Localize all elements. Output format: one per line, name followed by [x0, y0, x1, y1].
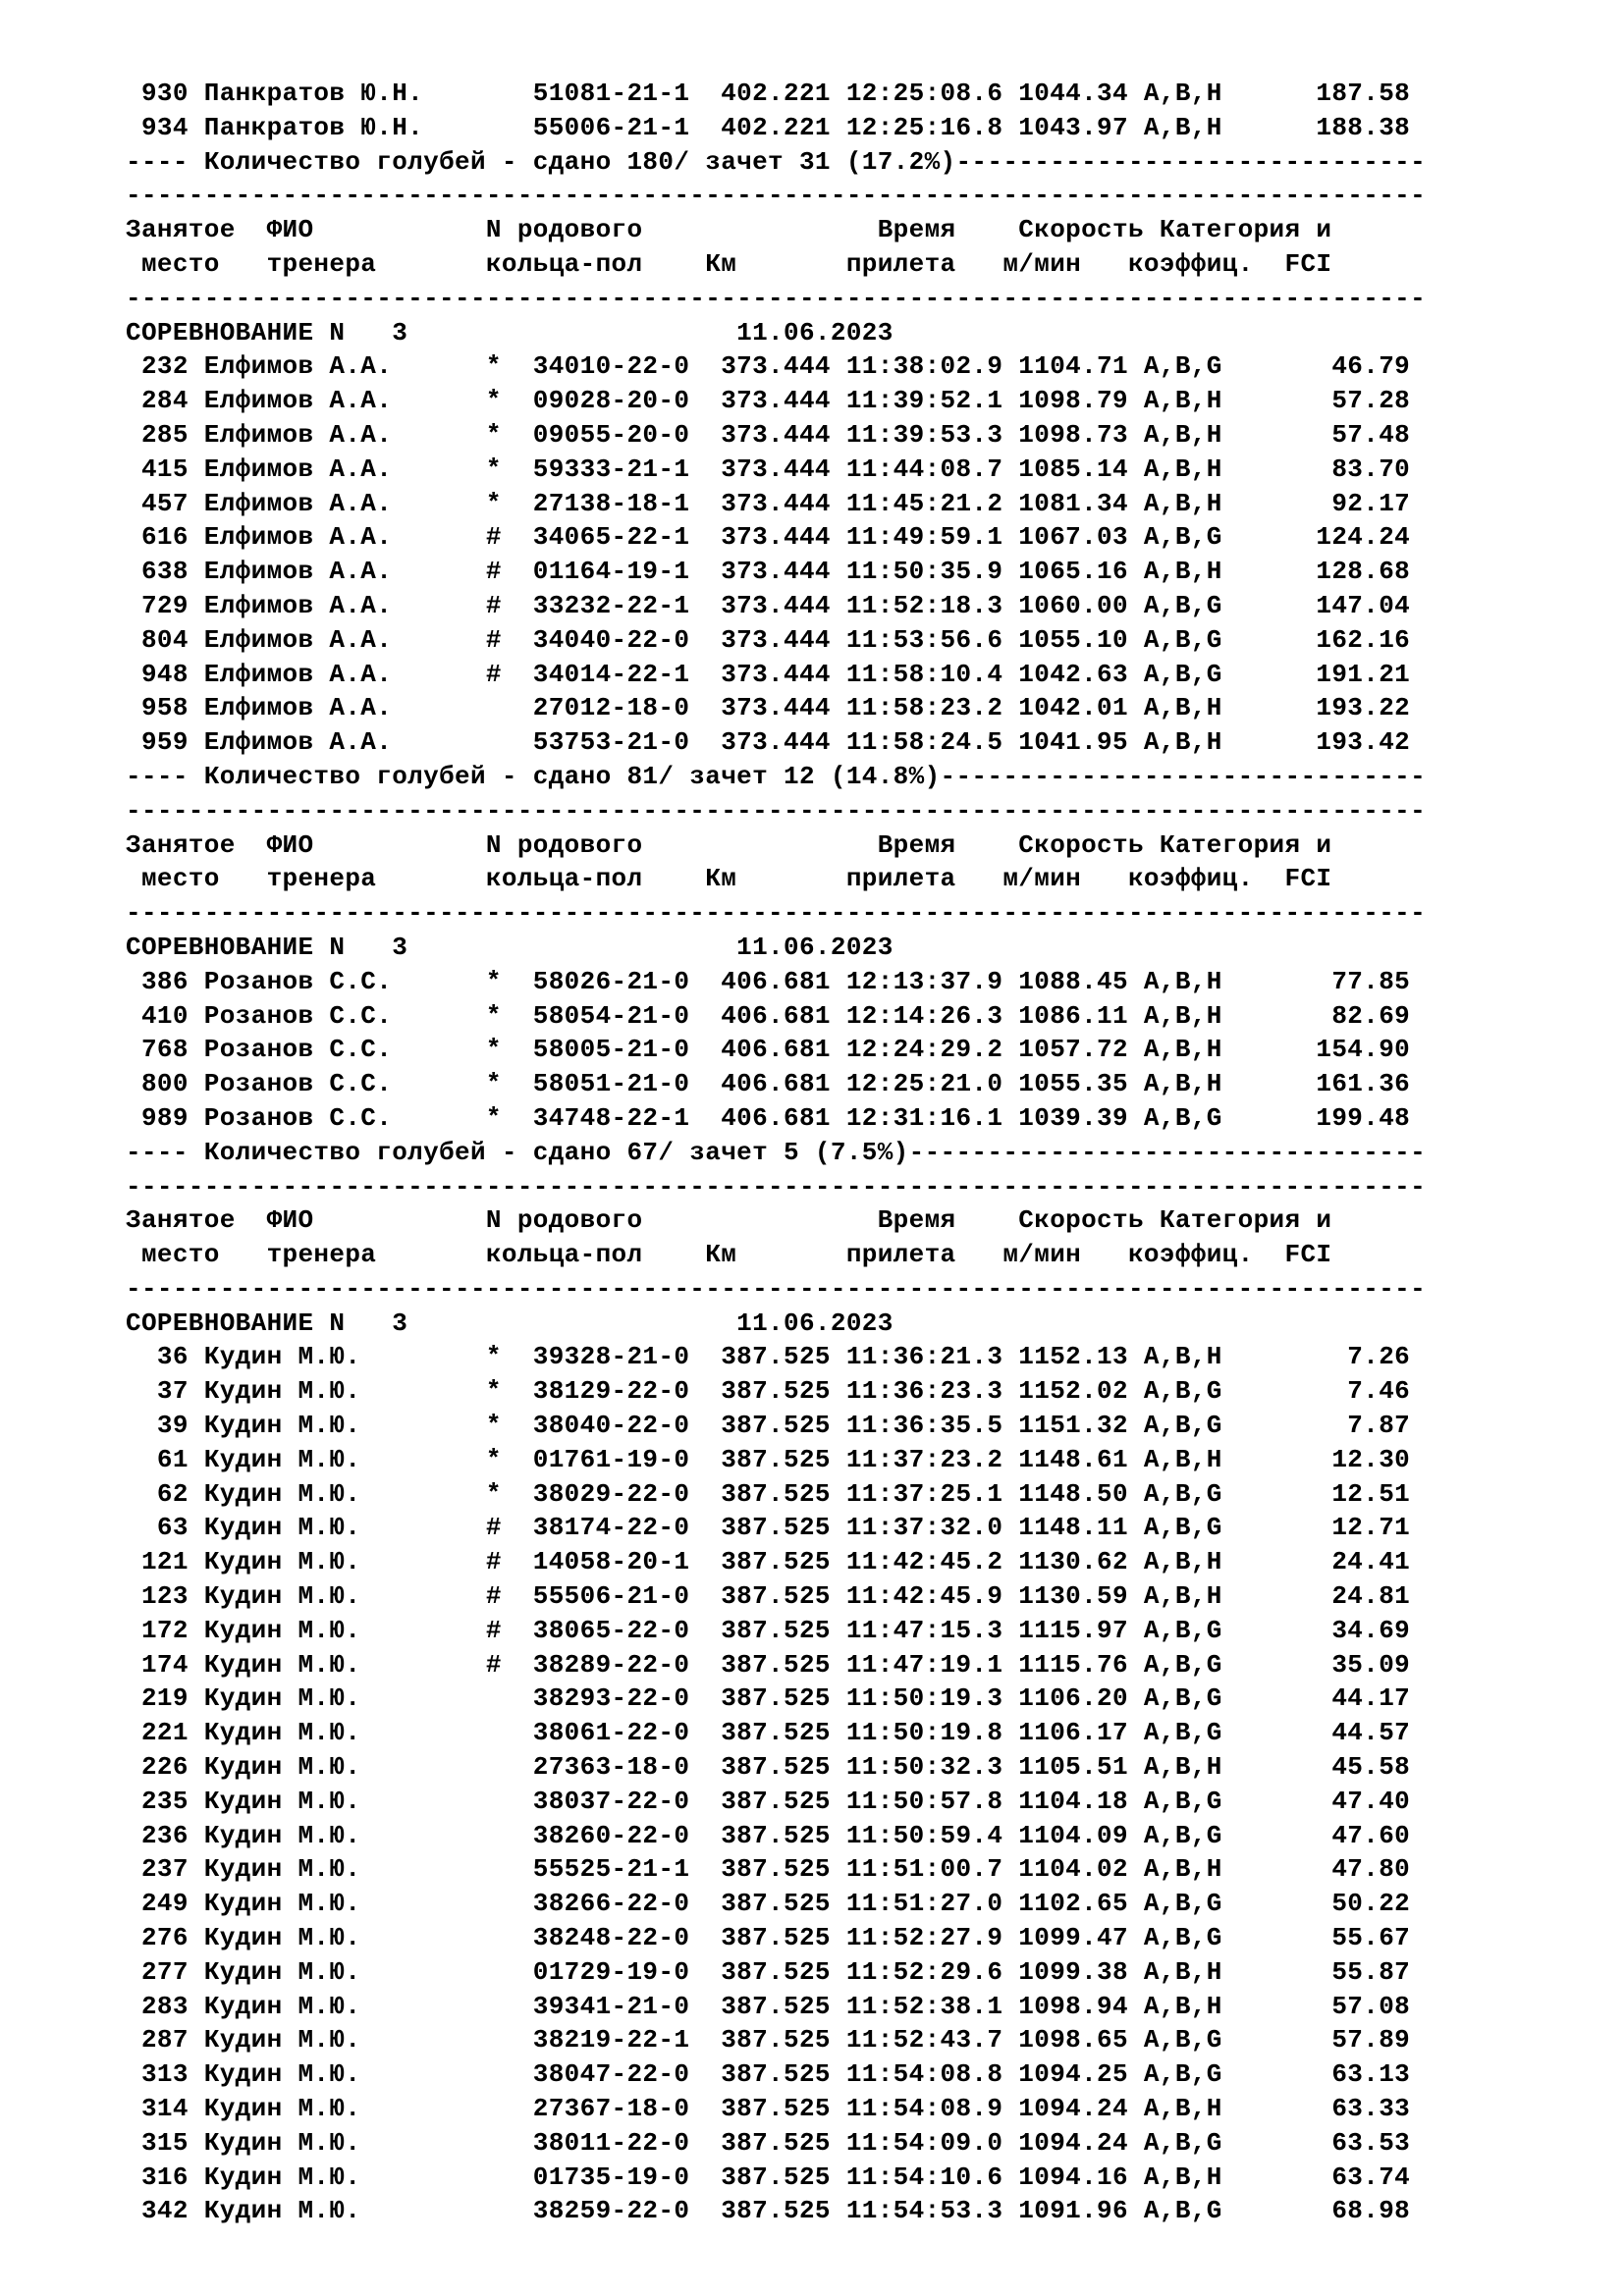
table-row: 219 Кудин М.Ю. 38293-22-0 387.525 11:50:19.3 1106.20 A,B,G 44.17	[126, 1683, 1411, 1714]
table-row: 638 Елфимов А.А. # 01164-19-1 373.444 11:50:35.9 1065.16 A,B,H 128.68	[126, 557, 1411, 587]
summary-line: ---- Количество голубей - сдано 180/ зачет 31 (17.2%)------------------------------	[126, 146, 1427, 177]
table-row: 283 Кудин М.Ю. 39341-21-0 387.525 11:52:38.1 1098.94 A,B,H 57.08	[126, 1991, 1411, 2021]
table-row: 386 Розанов С.С. * 58026-21-0 406.681 12:13:37.9 1088.45 A,B,H 77.85	[126, 966, 1411, 996]
table-row: 729 Елфимов А.А. # 33232-22-1 373.444 11:52:18.3 1060.00 A,B,G 147.04	[126, 590, 1411, 620]
competition-heading: СОРЕВНОВАНИЕ N 3 11.06.2023	[126, 317, 893, 347]
results-document	[126, 77, 1426, 2228]
competition-heading: СОРЕВНОВАНИЕ N 3 11.06.2023	[126, 932, 893, 962]
separator-line: -----------------------------------------------------------------------------------	[126, 1273, 1427, 1304]
table-row: 959 Елфимов А.А. 53753-21-0 373.444 11:58:24.5 1041.95 A,B,H 193.42	[126, 727, 1411, 758]
separator-line: -----------------------------------------------------------------------------------	[126, 1171, 1427, 1201]
table-row: 123 Кудин М.Ю. # 55506-21-0 387.525 11:42:45.9 1130.59 A,B,H 24.81	[126, 1581, 1411, 1612]
table-row: 314 Кудин М.Ю. 27367-18-0 387.525 11:54:08.9 1094.24 A,B,H 63.33	[126, 2094, 1411, 2124]
table-row: 285 Елфимов А.А. * 09055-20-0 373.444 11:39:53.3 1098.73 A,B,H 57.48	[126, 419, 1411, 450]
column-header-line-2: место тренера кольца-пол Км прилета м/мин коэффиц. FCI	[126, 864, 1332, 894]
table-row: 235 Кудин М.Ю. 38037-22-0 387.525 11:50:57.8 1104.18 A,B,G 47.40	[126, 1786, 1411, 1816]
table-row: 276 Кудин М.Ю. 38248-22-0 387.525 11:52:27.9 1099.47 A,B,G 55.67	[126, 1923, 1411, 1953]
column-header-line-2: место тренера кольца-пол Км прилета м/мин коэффиц. FCI	[126, 1240, 1332, 1270]
separator-line: -----------------------------------------------------------------------------------	[126, 181, 1427, 211]
table-row: 277 Кудин М.Ю. 01729-19-0 387.525 11:52:29.6 1099.38 A,B,H 55.87	[126, 1956, 1411, 1987]
column-header-line-1: Занятое ФИО N родового Время Скорость Категория и	[126, 829, 1332, 860]
summary-line: ---- Количество голубей - сдано 81/ зачет 12 (14.8%)-------------------------------	[126, 761, 1427, 791]
table-row: 37 Кудин М.Ю. * 38129-22-0 387.525 11:36:23.3 1152.02 A,B,G 7.46	[126, 1376, 1411, 1407]
table-row: 63 Кудин М.Ю. # 38174-22-0 387.525 11:37:32.0 1148.11 A,B,G 12.71	[126, 1513, 1411, 1543]
table-row: 284 Елфимов А.А. * 09028-20-0 373.444 11:39:52.1 1098.79 A,B,H 57.28	[126, 386, 1411, 416]
table-row: 236 Кудин М.Ю. 38260-22-0 387.525 11:50:59.4 1104.09 A,B,G 47.60	[126, 1820, 1411, 1850]
table-row: 800 Розанов С.С. * 58051-21-0 406.681 12:25:21.0 1055.35 A,B,H 161.36	[126, 1069, 1411, 1099]
table-row: 934 Панкратов Ю.Н. 55006-21-1 402.221 12:25:16.8 1043.97 A,B,H 188.38	[126, 112, 1411, 142]
table-row: 768 Розанов С.С. * 58005-21-0 406.681 12:24:29.2 1057.72 A,B,H 154.90	[126, 1035, 1411, 1065]
table-row: 61 Кудин М.Ю. * 01761-19-0 387.525 11:37:23.2 1148.61 A,B,H 12.30	[126, 1444, 1411, 1474]
table-row: 172 Кудин М.Ю. # 38065-22-0 387.525 11:47:15.3 1115.97 A,B,G 34.69	[126, 1615, 1411, 1645]
table-row: 415 Елфимов А.А. * 59333-21-1 373.444 11:44:08.7 1085.14 A,B,H 83.70	[126, 454, 1411, 484]
column-header-line-1: Занятое ФИО N родового Время Скорость Категория и	[126, 215, 1332, 245]
column-header-line-1: Занятое ФИО N родового Время Скорость Категория и	[126, 1205, 1332, 1236]
table-row: 930 Панкратов Ю.Н. 51081-21-1 402.221 12:25:08.6 1044.34 A,B,H 187.58	[126, 79, 1411, 108]
table-row: 221 Кудин М.Ю. 38061-22-0 387.525 11:50:19.8 1106.17 A,B,G 44.57	[126, 1718, 1411, 1748]
table-row: 121 Кудин М.Ю. # 14058-20-1 387.525 11:42:45.2 1130.62 A,B,H 24.41	[126, 1547, 1411, 1577]
competition-heading: СОРЕВНОВАНИЕ N 3 11.06.2023	[126, 1308, 893, 1338]
separator-line: -----------------------------------------------------------------------------------	[126, 795, 1427, 826]
table-row: 342 Кудин М.Ю. 38259-22-0 387.525 11:54:53.3 1091.96 A,B,G 68.98	[126, 2196, 1411, 2226]
table-row: 287 Кудин М.Ю. 38219-22-1 387.525 11:52:43.7 1098.65 A,B,G 57.89	[126, 2025, 1411, 2056]
table-row: 174 Кудин М.Ю. # 38289-22-0 387.525 11:47:19.1 1115.76 A,B,G 35.09	[126, 1649, 1411, 1680]
table-row: 948 Елфимов А.А. # 34014-22-1 373.444 11:58:10.4 1042.63 A,B,G 191.21	[126, 659, 1411, 689]
table-row: 237 Кудин М.Ю. 55525-21-1 387.525 11:51:00.7 1104.02 A,B,H 47.80	[126, 1854, 1411, 1885]
table-row: 313 Кудин М.Ю. 38047-22-0 387.525 11:54:08.8 1094.25 A,B,G 63.13	[126, 2059, 1411, 2090]
table-row: 226 Кудин М.Ю. 27363-18-0 387.525 11:50:32.3 1105.51 A,B,H 45.58	[126, 1752, 1411, 1783]
table-row: 989 Розанов С.С. * 34748-22-1 406.681 12:31:16.1 1039.39 A,B,G 199.48	[126, 1102, 1411, 1133]
table-row: 315 Кудин М.Ю. 38011-22-0 387.525 11:54:09.0 1094.24 A,B,G 63.53	[126, 2127, 1411, 2158]
table-row: 958 Елфимов А.А. 27012-18-0 373.444 11:58:23.2 1042.01 A,B,H 193.22	[126, 693, 1411, 723]
summary-line: ---- Количество голубей - сдано 67/ зачет 5 (7.5%)---------------------------------	[126, 1137, 1427, 1167]
table-row: 62 Кудин М.Ю. * 38029-22-0 387.525 11:37:25.1 1148.50 A,B,G 12.51	[126, 1478, 1411, 1509]
table-row: 232 Елфимов А.А. * 34010-22-0 373.444 11:38:02.9 1104.71 A,B,G 46.79	[126, 351, 1411, 382]
table-row: 804 Елфимов А.А. # 34040-22-0 373.444 11:53:56.6 1055.10 A,B,G 162.16	[126, 624, 1411, 655]
table-row: 457 Елфимов А.А. * 27138-18-1 373.444 11:45:21.2 1081.34 A,B,H 92.17	[126, 488, 1411, 518]
table-row: 616 Елфимов А.А. # 34065-22-1 373.444 11:49:59.1 1067.03 A,B,G 124.24	[126, 522, 1411, 553]
separator-line: -----------------------------------------------------------------------------------	[126, 283, 1427, 313]
table-row: 249 Кудин М.Ю. 38266-22-0 387.525 11:51:27.0 1102.65 A,B,G 50.22	[126, 1889, 1411, 1919]
column-header-line-2: место тренера кольца-пол Км прилета м/мин коэффиц. FCI	[126, 248, 1332, 279]
table-row: 316 Кудин М.Ю. 01735-19-0 387.525 11:54:10.6 1094.16 A,B,H 63.74	[126, 2162, 1411, 2192]
table-row: 36 Кудин М.Ю. * 39328-21-0 387.525 11:36:21.3 1152.13 A,B,H 7.26	[126, 1342, 1411, 1372]
table-row: 410 Розанов С.С. * 58054-21-0 406.681 12:14:26.3 1086.11 A,B,H 82.69	[126, 1000, 1411, 1031]
separator-line: -----------------------------------------------------------------------------------	[126, 898, 1427, 929]
table-row: 39 Кудин М.Ю. * 38040-22-0 387.525 11:36:35.5 1151.32 A,B,G 7.87	[126, 1411, 1411, 1441]
